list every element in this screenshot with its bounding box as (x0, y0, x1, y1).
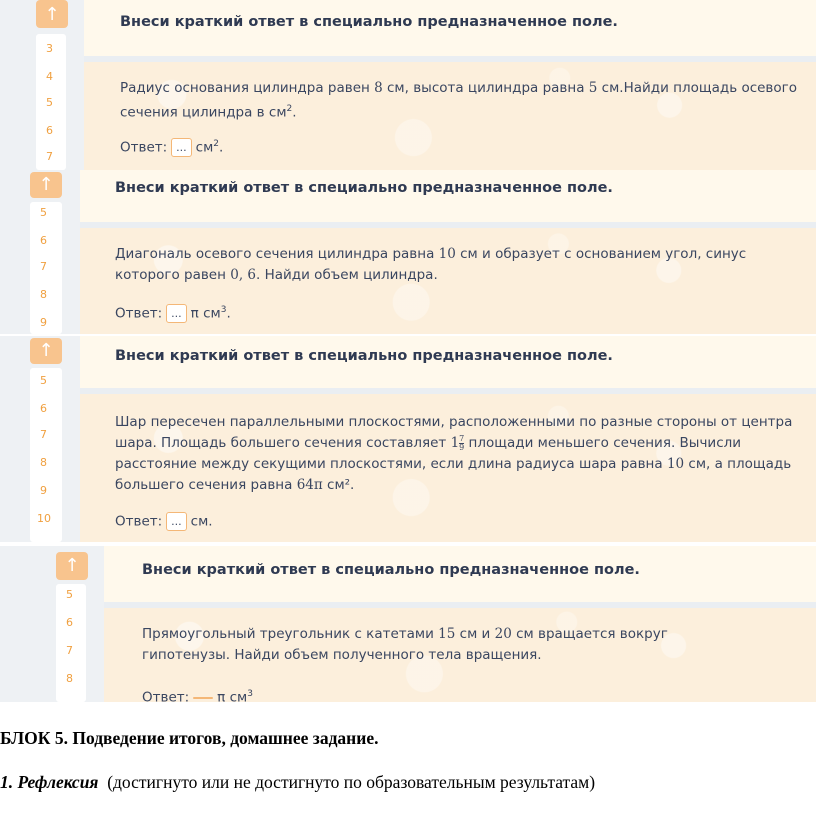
question-text: Прямоугольный треугольник с катетами 15 см и 20 см вращается вокруг гипотенузы. Найди объем полученного тела вращения. (142, 626, 668, 663)
question-text: Диагональ осевого сечения цилиндра равна 10 см и образует с основанием угол, синус которого равен 0, 6. Найди объем цилиндра. (115, 246, 747, 283)
line-number: 5 (66, 588, 73, 601)
scroll-up-arrow-icon[interactable]: ↑ (56, 552, 88, 580)
task-heading (84, 0, 816, 56)
task-body (80, 394, 816, 542)
fraction: $\frac{7}{9}$ (459, 433, 465, 452)
line-number-column (30, 202, 62, 334)
line-number: 6 (40, 402, 47, 415)
line-number: 9 (40, 484, 47, 497)
task-heading (104, 546, 816, 602)
task-body (104, 608, 816, 702)
line-number: 3 (46, 42, 53, 55)
line-number: 8 (66, 672, 73, 685)
task-heading-text: Внеси краткий ответ в специально предназначенное поле. (120, 14, 618, 30)
answer-row: Ответ: π $см^3$ (142, 684, 253, 702)
line-number: 9 (40, 316, 47, 329)
left-rail (0, 546, 104, 702)
answer-unit: π см (190, 305, 221, 322)
line-number: 8 (40, 456, 47, 469)
line-number: 5 (40, 374, 47, 387)
scroll-up-arrow-icon[interactable]: ↑ (30, 172, 62, 198)
answer-unit: π см (217, 689, 248, 702)
task-heading (80, 336, 816, 388)
line-number: 7 (40, 428, 47, 441)
line-number-column (30, 368, 62, 542)
reflection-label: 1. Рефлексия (0, 772, 99, 792)
answer-input[interactable]: ... (166, 512, 187, 531)
line-number: 5 (40, 206, 47, 219)
answer-label: Ответ: (115, 513, 163, 530)
answer-label: Ответ: (142, 689, 190, 702)
line-number: 7 (66, 644, 73, 657)
answer-row: Ответ: ... π $см^3$. (115, 305, 231, 322)
answer-unit: см (190, 513, 209, 530)
task-card-1 (0, 0, 816, 170)
task-heading-text: Внеси краткий ответ в специально предназначенное поле. (142, 562, 640, 578)
reflection-line (0, 772, 595, 793)
line-number: 7 (46, 150, 53, 163)
line-number: 4 (46, 70, 53, 83)
line-number-column (56, 584, 86, 702)
line-number-column (36, 34, 66, 170)
task-card-3 (0, 336, 816, 542)
line-number: 5 (46, 96, 53, 109)
reflection-text: (достигнуто или не достигнуто по образовательным результатам) (107, 772, 596, 792)
line-number: 8 (40, 288, 47, 301)
answer-input[interactable]: ... (166, 304, 187, 323)
question-text: Шар пересечен параллельными плоскостями, расположенными по разные стороны от центра шара. Площадь большего сечения составляет 1 $\frac{7}{9}$ площади меньшего сечения. Вычисли расстояние между секущими плоскостями, если длина радиуса шара равна 10 см, а площадь большего сечения равна 64π см². (115, 414, 793, 493)
answer-input[interactable]: ... (171, 138, 192, 157)
answer-input[interactable] (193, 697, 213, 699)
answer-row: Ответ: ... см. (115, 513, 213, 530)
task-heading-text: Внеси краткий ответ в специально предназначенное поле. (115, 348, 613, 364)
answer-label: Ответ: (120, 139, 168, 156)
task-heading-text: Внеси краткий ответ в специально предназначенное поле. (115, 180, 613, 196)
line-number: 6 (46, 124, 53, 137)
task-body (80, 228, 816, 334)
answer-unit: см (195, 139, 214, 156)
task-card-4 (0, 546, 816, 702)
task-heading (80, 170, 816, 222)
task-card-2 (0, 170, 816, 334)
line-number: 7 (40, 260, 47, 273)
line-number: 6 (66, 616, 73, 629)
scroll-up-arrow-icon[interactable]: ↑ (30, 338, 62, 364)
block-title: БЛОК 5. Подведение итогов, домашнее задание. (0, 728, 379, 748)
question-text: Радиус основания цилиндра равен 8 см, высота цилиндра равна 5 см.Найди площадь осевого сечения цилиндра в $см^2$. (120, 80, 798, 121)
line-number: 6 (40, 234, 47, 247)
answer-label: Ответ: (115, 305, 163, 322)
line-number: 10 (37, 512, 51, 525)
scroll-up-arrow-icon[interactable]: ↑ (36, 0, 68, 28)
answer-row: Ответ: ... $см^2$. (120, 139, 224, 156)
task-body (84, 62, 816, 170)
